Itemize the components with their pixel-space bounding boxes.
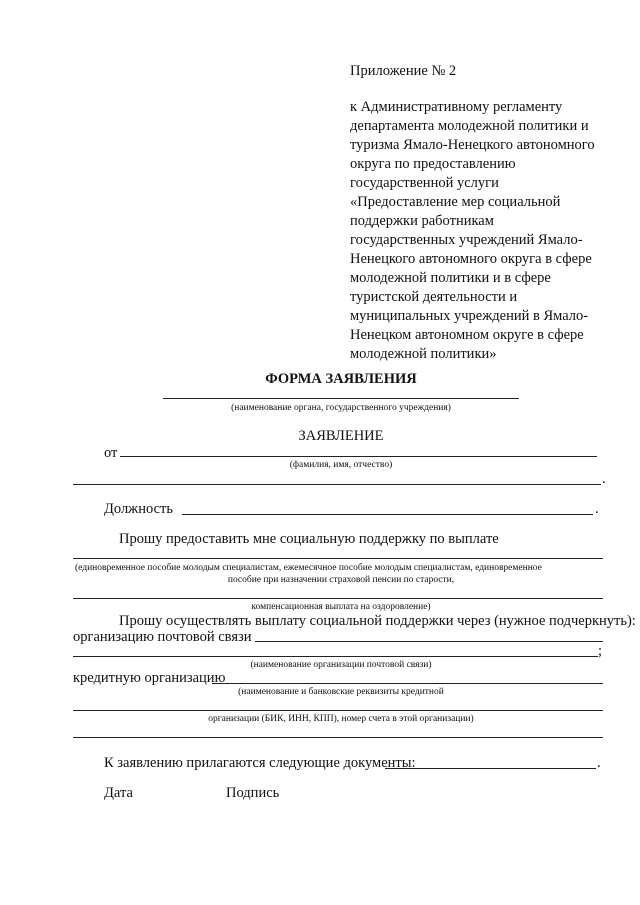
period: . — [602, 471, 606, 487]
credit-field[interactable] — [212, 683, 603, 684]
payment-caption: (единовременное пособие молодым специалистам, ежемесячное пособие молодым специалистам, единовременное — [75, 563, 542, 573]
appendix-line: Ненецком автономном округе в сфере — [350, 327, 584, 343]
fio-caption: (фамилия, имя, отчество) — [289, 460, 393, 470]
attachments-field[interactable] — [385, 768, 596, 769]
appendix-line: государственной услуги — [350, 175, 499, 191]
statement-title: ЗАЯВЛЕНИЕ — [298, 428, 384, 444]
authority-field[interactable] — [163, 398, 519, 399]
credit-extra-field[interactable] — [73, 737, 603, 738]
request-text: Прошу предоставить мне социальную поддержку по выплате — [119, 531, 499, 547]
appendix-line: «Предоставление мер социальной — [350, 194, 561, 210]
postal-field[interactable] — [255, 641, 603, 642]
appendix-line: Ненецкого автономного округа в сфере — [350, 251, 592, 267]
form-heading: ФОРМА ЗАЯВЛЕНИЯ — [265, 371, 417, 387]
credit-label: кредитную организацию — [73, 670, 226, 686]
appendix-line: туризма Ямало-Ненецкого автономного — [350, 137, 595, 153]
from-label: от — [104, 445, 118, 461]
period: . — [597, 755, 601, 771]
payment-caption: пособие при назначении страховой пенсии по старости, — [227, 575, 455, 585]
fio-continuation-field[interactable] — [73, 484, 601, 485]
postal-continuation-field[interactable] — [73, 656, 598, 657]
payment-caption: компенсационная выплата на оздоровление) — [251, 602, 431, 612]
appendix-line: департамента молодежной политики и — [350, 118, 589, 134]
appendix-line: к Административному регламенту — [350, 99, 563, 115]
appendix-line: муниципальных учреждений в Ямало- — [350, 308, 589, 324]
appendix-text — [350, 98, 595, 364]
payment-field[interactable] — [73, 558, 603, 559]
appendix-line: молодежной политики» — [350, 346, 497, 362]
appendix-line: государственных учреждений Ямало- — [350, 232, 583, 248]
appendix-line: поддержки работникам — [350, 213, 494, 229]
appendix-line: округа по предоставлению — [350, 156, 516, 172]
credit-continuation-field[interactable] — [73, 710, 603, 711]
period: . — [595, 501, 599, 517]
appendix-title: Приложение № 2 — [350, 63, 457, 79]
fio-field[interactable] — [120, 456, 597, 457]
transfer-text: Прошу осуществлять выплату социальной поддержки через (нужное подчеркнуть): — [119, 613, 636, 629]
postal-caption: (наименование организации почтовой связи) — [250, 660, 432, 670]
credit-caption: организации (БИК, ИНН, КПП), номер счета в этой организации) — [208, 714, 474, 724]
authority-caption: (наименование органа, государственного учреждения) — [231, 403, 451, 413]
signature-label: Подпись — [226, 785, 280, 801]
payment-continuation-field[interactable] — [73, 598, 603, 599]
position-label: Должность — [104, 501, 173, 517]
postal-label: организацию почтовой связи — [73, 629, 252, 645]
semicolon: ; — [598, 643, 603, 659]
attachments-text: К заявлению прилагаются следующие документы: — [104, 755, 416, 771]
credit-caption: (наименование и банковские реквизиты кредитной — [238, 687, 444, 697]
position-field[interactable] — [182, 514, 593, 515]
date-label: Дата — [104, 785, 133, 801]
appendix-line: туристской деятельности и — [350, 289, 518, 305]
appendix-line: молодежной политики и в сфере — [350, 270, 551, 286]
